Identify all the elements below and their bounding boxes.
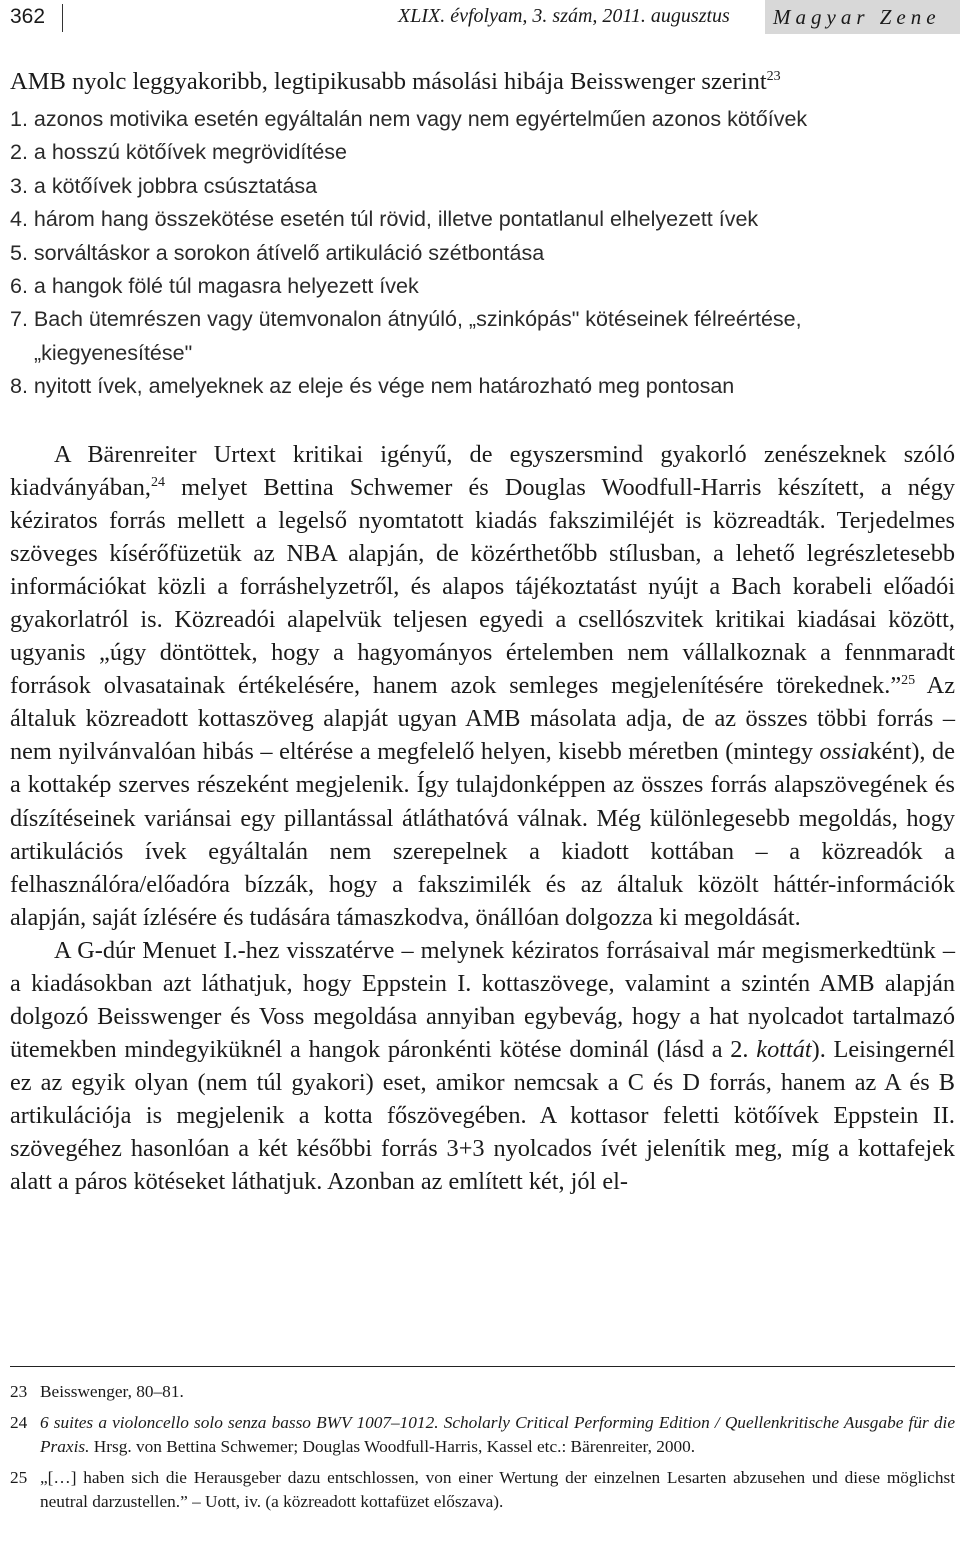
footnote-text: „[…] haben sich die Herausgeber dazu entschlossen, von einer Wertung der einzelnen Lesarten abzusehen und diese möglichst neutral darzustellen.” – Uott, iv. (a közreadott kottafüzet előszava). [40,1467,955,1511]
journal-issue-info: XLIX. évfolyam, 3. szám, 2011. augusztus [398,5,730,27]
list-item-text: 7. Bach ütemrészen vagy ütemvonalon átnyúló, „szinkópás" kötéseinek félreértése, [10,307,802,332]
list-item: 5. sorváltáskor a sorokon átívelő artikuláció szétbontása [10,240,545,265]
footnote-number: 25 [10,1467,28,1487]
footnote [10,1380,955,1405]
footnote-ref-23[interactable]: 23 [766,68,781,84]
list-item: 3. a kötőívek jobbra csúsztatása [10,173,318,198]
footnote [10,1466,955,1515]
footnote [10,1411,955,1460]
paragraph [10,438,955,934]
paragraph-text: melyet Bettina Schwemer és Douglas Woodfull-Harris készített, a négy kéziratos forrás mellett a legelső nyomtatott kiadás fakszimiléjét is közreadták. Terjedelmes szöveges kísérőfüzetük az NBA alapján, de közérthetőbb stílusban, a lehető legrészletesebb információkat közli a forráshelyzetről, és alapos tájékoztatást nyújt a Bach korabeli előadói gyakorlatról is. Közreadói alapelvük teljesen egyedi a csellószvitek kritikai kiadásai között, ugyanis „úgy döntöttek, hogy a hagyományos értelemben nem vállalkoznak a fennmaradt források olvasatainak értékelésére, hanem azok semleges megjelenítésére törekednek.” [10,474,955,700]
list-item-continuation: „kiegyenesítése" [34,340,193,365]
list-item [10,303,955,370]
italic-term: kottát [756,1035,812,1063]
footnote-title: 6 suites a violoncello solo senza basso BWV 1007–1012. Scholarly Critical Performing Edition / Quellenkritische Ausgabe für die Praxis. [40,1412,955,1456]
list-item: 1. azonos motivika esetén egyáltalán nem vagy nem egyértelműen azonos kötőívek [10,107,808,131]
footnote-ref-25[interactable]: 25 [901,673,916,689]
paragraph-text: A G-dúr Menuet I.-hez visszatérve – melynek kéziratos forrásaival már megismerkedtünk – a kiadásokban azt láthatjuk, hogy Eppstein I. kottaszövege, valamint a szintén AMB alapján dolgozó Beisswenger és Voss megoldása annyiban egybevág, hogy a hat nyolcadot tartalmazó ütemekben mindegyiküknél a hangok páronkénti kötése dominál (lásd a 2. [10,936,955,1063]
list-heading-text: AMB nyolc leggyakoribb, legtipikusabb másolási hibája Beisswenger szerint [10,68,767,95]
list-item: 4. három hang összekötése esetén túl rövid, illetve pontatlanul elhelyezett ívek [10,207,759,232]
page-number: 362 [10,5,46,28]
list-item: 6. a hangok fölé túl magasra helyezett ívek [10,274,419,299]
footnote-text: Beisswenger, 80–81. [40,1382,184,1401]
journal-title: Magyar Zene [765,0,960,34]
paragraph-text: A Bärenreiter Urtext kritikai igényű, de egyszersmind gyakorló zenészeknek szóló kiadványában, [10,441,955,502]
paragraph-text: ként), de a kottakép szerves részeként megjelenik. Így tulajdonképpen az összes forrás alapszövegének és díszítéseinek variánsai egy pillantással átláthatóvá válnak. Még különlegesebb megoldás, hogy artikulációs ívek egyáltalán nem szerepelnek a kiadott kottában – a közreadók a felhasználóra/előadóra bízzák, hogy a fakszimilék és az általuk közölt háttér-információk alapján, saját ízlésére és tudására támaszkodva, önállóan dolgozza ki megoldását. [10,738,955,931]
header-divider [62,4,63,32]
list-item: 8. nyitott ívek, amelyeknek az eleje és vége nem határozható meg pontosan [10,374,735,399]
footnote-separator [10,1366,955,1367]
footnote-ref-24[interactable]: 24 [151,474,166,490]
footnotes [10,1380,955,1515]
paragraph-text: Az általuk közreadott kottaszöveg alapját ugyan AMB másolata adja, de az összes többi forrás – nem nyilvánvalóan hibás – eltérése a megfelelő helyen, kisebb méretben (mintegy [10,672,955,766]
footnote-number: 24 [10,1412,28,1432]
paragraph [10,934,955,1198]
list-item: 2. a hosszú kötőívek megrövidítése [10,140,348,165]
list-heading [10,68,781,96]
body-text [10,438,955,1198]
error-list [10,103,955,404]
running-header [0,0,960,40]
footnote-number: 23 [10,1382,28,1401]
footnote-text: Hrsg. von Bettina Schwemer; Douglas Woodfull-Harris, Kassel etc.: Bärenreiter, 2000. [89,1437,696,1456]
italic-term: ossia [819,738,870,766]
paragraph-text: ). Leisingernél ez az egyik olyan (nem túl gyakori) eset, amikor nemcsak a C és D forrás, hanem az A és B artikulációja is megjelenik a kotta főszövegében. A kottasor feletti kötőívek Eppstein II. szövegéhez hasonlóan a két későbbi forrás 3+3 nyolcados ívét jelenítik meg, míg a kottafejek alatt a páros kötéseket láthatjuk. Azonban az említett két, jól el- [10,1035,955,1196]
